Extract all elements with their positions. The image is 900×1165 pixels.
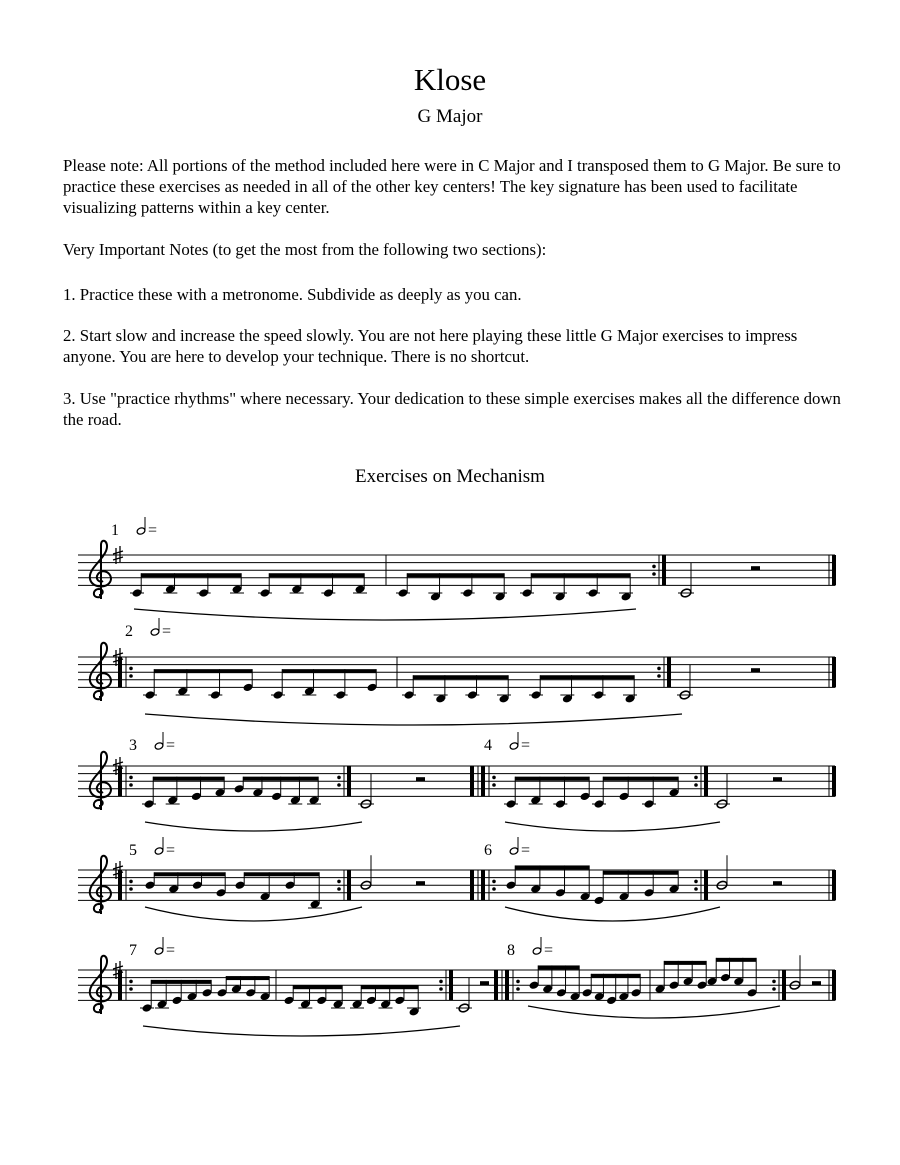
- note-item-2: 2. Start slow and increase the speed slowly. You are not here playing these little G Major exercises to impress anyone. You are here to develop your technique. There is no shortcut.: [63, 326, 798, 366]
- repeat-dot: [337, 776, 341, 780]
- tempo-equals: =: [166, 842, 176, 859]
- slur: [134, 609, 636, 620]
- note-item-3: 3. Use "practice rhythms" where necessary. Your dedication to these simple exercises makes all the difference down the road.: [63, 389, 841, 429]
- repeat-start-thick-bar: [118, 766, 122, 796]
- repeat-end-thick-bar: [782, 970, 786, 1000]
- repeat-dot: [492, 880, 496, 884]
- repeat-end-thick-bar: [449, 970, 453, 1000]
- repeat-start-thick-bar: [118, 657, 122, 687]
- half-rest-icon: [773, 777, 782, 781]
- exercise-number: 1: [111, 522, 119, 539]
- tempo-equals: =: [162, 623, 172, 640]
- repeat-dot: [337, 880, 341, 884]
- repeat-dot: [652, 565, 656, 569]
- repeat-dot: [694, 776, 698, 780]
- exercise-number: 5: [129, 842, 137, 859]
- note-beam: [244, 872, 319, 876]
- repeat-end-thick-bar: [704, 870, 708, 900]
- final-thick-bar: [832, 657, 836, 687]
- repeat-dot: [129, 667, 133, 671]
- slur: [145, 907, 362, 921]
- note-beam: [141, 573, 241, 577]
- note-beam: [293, 985, 342, 989]
- slur: [145, 714, 682, 725]
- tempo-half-note-icon: [154, 847, 164, 855]
- slur: [143, 1026, 460, 1036]
- note-beam: [243, 777, 318, 781]
- half-rest-icon: [416, 881, 425, 885]
- repeat-dot: [439, 980, 443, 984]
- exercise-number: 7: [129, 942, 137, 959]
- note-beam: [361, 985, 418, 989]
- note-beam: [153, 777, 224, 781]
- repeat-end-thick-bar: [704, 766, 708, 796]
- repeat-dot: [694, 887, 698, 891]
- page-title: Klose: [413, 62, 487, 97]
- tempo-equals: =: [166, 942, 176, 959]
- repeat-start-thick-bar: [505, 970, 509, 1000]
- tempo-equals: =: [544, 942, 554, 959]
- final-thick-bar: [832, 970, 836, 1000]
- final-thick-bar: [832, 555, 836, 585]
- half-rest-icon: [812, 981, 821, 985]
- note-beam: [538, 965, 579, 969]
- repeat-dot: [492, 776, 496, 780]
- repeat-end-thick-bar: [347, 766, 351, 796]
- slur: [145, 822, 362, 831]
- final-thick-bar: [832, 870, 836, 900]
- tempo-half-note-icon: [509, 847, 519, 855]
- exercise-number: 3: [129, 737, 137, 754]
- half-rest-icon: [480, 981, 489, 985]
- half-rest-icon: [751, 566, 760, 570]
- exercise-number: 4: [484, 737, 492, 754]
- half-rest-icon: [773, 881, 782, 885]
- note-beam: [282, 669, 376, 673]
- note-beam: [664, 961, 706, 965]
- repeat-dot: [657, 674, 661, 678]
- repeat-end-thick-bar: [347, 870, 351, 900]
- section-thick-bar: [494, 970, 498, 1000]
- section-title: Exercises on Mechanism: [355, 466, 545, 487]
- note-beam: [151, 980, 211, 984]
- repeat-end-thick-bar: [667, 657, 671, 687]
- repeat-dot: [337, 887, 341, 891]
- repeat-dot: [129, 987, 133, 991]
- page-subtitle: G Major: [417, 106, 483, 127]
- note-beam: [226, 976, 269, 980]
- repeat-dot: [337, 783, 341, 787]
- note-beam: [154, 872, 225, 876]
- section-thick-bar: [470, 766, 474, 796]
- repeat-dot: [772, 980, 776, 984]
- exercise-number: 2: [125, 623, 133, 640]
- slur: [505, 822, 720, 831]
- repeat-dot: [129, 980, 133, 984]
- repeat-dot: [492, 887, 496, 891]
- note-beam: [515, 777, 589, 781]
- repeat-dot: [772, 987, 776, 991]
- repeat-dot: [657, 667, 661, 671]
- tempo-half-note-icon: [154, 947, 164, 955]
- repeat-start-thick-bar: [481, 870, 485, 900]
- note-beam: [531, 573, 630, 577]
- note-beam: [515, 865, 589, 869]
- note-beam: [540, 675, 634, 679]
- note-beam: [591, 974, 640, 978]
- exercise-number: 8: [507, 942, 515, 959]
- tempo-half-note-icon: [136, 527, 146, 535]
- note-beam: [716, 958, 756, 962]
- tempo-half-note-icon: [509, 742, 519, 750]
- note-beam: [603, 777, 678, 781]
- important-notes-heading: Very Important Notes (to get the most from the following two sections):: [63, 240, 547, 259]
- final-thick-bar: [832, 766, 836, 796]
- note-beam: [154, 669, 252, 673]
- half-rest-icon: [751, 668, 760, 672]
- tempo-half-note-icon: [154, 742, 164, 750]
- half-rest-icon: [416, 777, 425, 781]
- repeat-dot: [129, 776, 133, 780]
- repeat-dot: [129, 880, 133, 884]
- repeat-dot: [439, 987, 443, 991]
- tempo-half-note-icon: [532, 947, 542, 955]
- repeat-start-thick-bar: [481, 766, 485, 796]
- repeat-start-thick-bar: [118, 970, 122, 1000]
- repeat-end-thick-bar: [662, 555, 666, 585]
- repeat-dot: [652, 572, 656, 576]
- repeat-start-thick-bar: [118, 870, 122, 900]
- repeat-dot: [516, 987, 520, 991]
- note-item-1: 1. Practice these with a metronome. Subdivide as deeply as you can.: [63, 285, 522, 304]
- repeat-dot: [129, 887, 133, 891]
- note-beam: [269, 573, 364, 577]
- repeat-dot: [516, 980, 520, 984]
- tempo-equals: =: [148, 522, 158, 539]
- repeat-dot: [694, 783, 698, 787]
- repeat-dot: [492, 783, 496, 787]
- slur: [528, 1006, 780, 1018]
- slur: [505, 907, 720, 921]
- note-beam: [407, 573, 504, 577]
- tempo-equals: =: [521, 737, 531, 754]
- tempo-equals: =: [521, 842, 531, 859]
- tempo-half-note-icon: [150, 628, 160, 636]
- repeat-dot: [129, 674, 133, 678]
- note-beam: [603, 871, 678, 875]
- intro-note: Please note: All portions of the method included here were in C Major and I transposed them to G Major. Be sure to practice these exercises as needed in all of the other key centers! The key signature has been used to facilitate visualizing patterns within a key center.: [63, 156, 841, 217]
- tempo-equals: =: [166, 737, 176, 754]
- repeat-dot: [129, 783, 133, 787]
- exercise-number: 6: [484, 842, 492, 859]
- repeat-dot: [694, 880, 698, 884]
- section-thick-bar: [470, 870, 474, 900]
- note-beam: [413, 675, 508, 679]
